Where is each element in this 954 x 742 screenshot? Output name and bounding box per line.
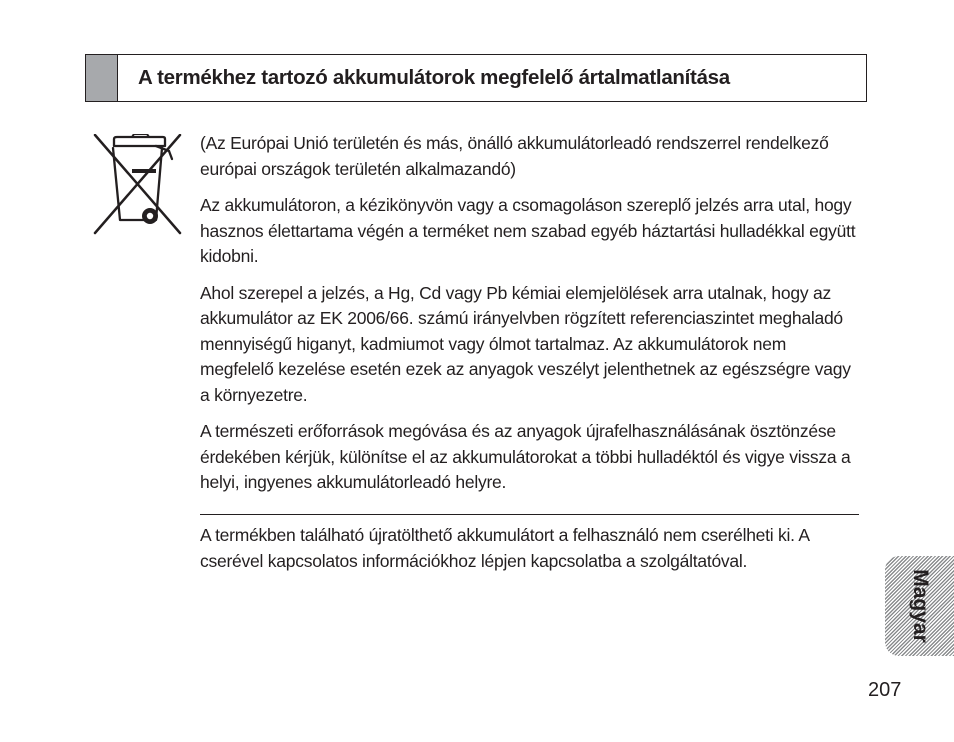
section-title: A termékhez tartozó akkumulátorok megfelelő ártalmatlanítása [138, 66, 730, 89]
language-tab [885, 556, 954, 656]
disposal-text [200, 131, 860, 507]
paragraph-chemicals: Ahol szerepel a jelzés, a Hg, Cd vagy Pb kémiai elemjelölések arra utalnak, hogy az akkumulátor az EK 2006/66. számú irányelvben rögzített referenciaszintet meghaladó mennyiségű higanyt, kadmiumot vagy ólmot tartalmaz. Az akkumulátorok nem megfelelő kezelése esetén ezek az anyagok veszélyt jelenthetnek az egészségre vagy a környezetre. [200, 282, 851, 405]
paragraph-scope: (Az Európai Unió területén és más, önálló akkumulátorleadó rendszerrel rendelkező európai országok területén alkalmazandó) [200, 133, 829, 179]
page-number: 207 [868, 679, 902, 701]
battery-note: A termékben található újratölthető akkumulátort a felhasználó nem cserélheti ki. A cserével kapcsolatos információkhoz lépjen kapcsolatba a szolgáltatóval. [200, 525, 809, 571]
section-header [85, 54, 867, 102]
language-tab-label: Magyar [908, 569, 932, 643]
crossed-out-wheeled-bin-icon [92, 134, 182, 235]
header-tab-marker [86, 55, 118, 101]
divider-line [200, 514, 859, 515]
paragraph-marking: Az akkumulátoron, a kézikönyvön vagy a csomagoláson szereplő jelzés arra utal, hogy hasznos élettartama végén a terméket nem szabad egyéb háztartási hulladékkal együtt kidobni. [200, 195, 856, 266]
paragraph-recycling: A természeti erőforrások megóvása és az anyagok újrafelhasználásának ösztönzése érdekében kérjük, különítse el az akkumulátorokat a többi hulladéktól és vigye vissza a helyi, ingyenes akkumulátorleadó helyre. [200, 421, 851, 492]
